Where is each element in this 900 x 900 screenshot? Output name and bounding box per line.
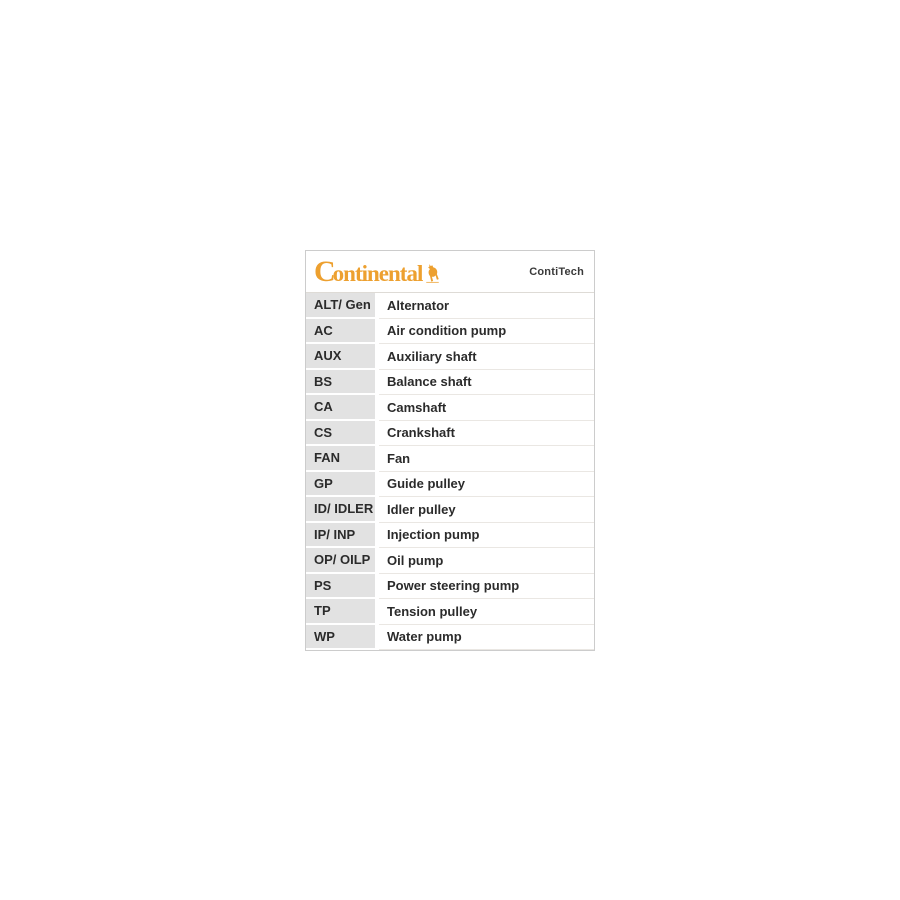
table-header bbox=[306, 251, 594, 293]
label-cell: Alternator bbox=[379, 293, 594, 319]
table-row bbox=[306, 395, 594, 421]
table-row bbox=[306, 548, 594, 574]
label-cell: Balance shaft bbox=[379, 370, 594, 396]
table-row bbox=[306, 319, 594, 345]
abbr-cell: IP/ INP bbox=[306, 523, 379, 549]
abbr-cell: CS bbox=[306, 421, 379, 447]
table-row bbox=[306, 421, 594, 447]
abbr-cell: AUX bbox=[306, 344, 379, 370]
table-row bbox=[306, 472, 594, 498]
abbr-cell: GP bbox=[306, 472, 379, 498]
abbr-cell: AC bbox=[306, 319, 379, 345]
label-cell: Fan bbox=[379, 446, 594, 472]
table-row bbox=[306, 523, 594, 549]
abbr-cell: PS bbox=[306, 574, 379, 600]
label-cell: Injection pump bbox=[379, 523, 594, 549]
abbr-cell: FAN bbox=[306, 446, 379, 472]
logo-wordmark: ontinental bbox=[332, 260, 423, 286]
table-row bbox=[306, 293, 594, 319]
abbr-cell: BS bbox=[306, 370, 379, 396]
abbr-cell: ALT/ Gen bbox=[306, 293, 379, 319]
table-row bbox=[306, 497, 594, 523]
logo-letter-c: C bbox=[314, 254, 336, 288]
label-cell: Auxiliary shaft bbox=[379, 344, 594, 370]
label-cell: Camshaft bbox=[379, 395, 594, 421]
label-cell: Oil pump bbox=[379, 548, 594, 574]
table-row bbox=[306, 625, 594, 651]
abbr-cell: TP bbox=[306, 599, 379, 625]
label-cell: Power steering pump bbox=[379, 574, 594, 600]
rearing-horse-icon bbox=[425, 263, 440, 284]
table-row bbox=[306, 370, 594, 396]
continental-logo bbox=[314, 254, 440, 288]
label-cell: Water pump bbox=[379, 625, 594, 651]
table-row bbox=[306, 599, 594, 625]
label-cell: Guide pulley bbox=[379, 472, 594, 498]
label-cell: Tension pulley bbox=[379, 599, 594, 625]
abbr-cell: OP/ OILP bbox=[306, 548, 379, 574]
abbreviation-table-body bbox=[306, 293, 594, 650]
label-cell: Air condition pump bbox=[379, 319, 594, 345]
abbr-cell: CA bbox=[306, 395, 379, 421]
label-cell: Crankshaft bbox=[379, 421, 594, 447]
abbreviation-legend-table bbox=[305, 250, 595, 651]
contitech-wordmark: ContiTech bbox=[529, 265, 584, 278]
label-cell: Idler pulley bbox=[379, 497, 594, 523]
table-row bbox=[306, 344, 594, 370]
abbr-cell: ID/ IDLER bbox=[306, 497, 379, 523]
abbr-cell: WP bbox=[306, 625, 379, 651]
table-row bbox=[306, 446, 594, 472]
table-row bbox=[306, 574, 594, 600]
